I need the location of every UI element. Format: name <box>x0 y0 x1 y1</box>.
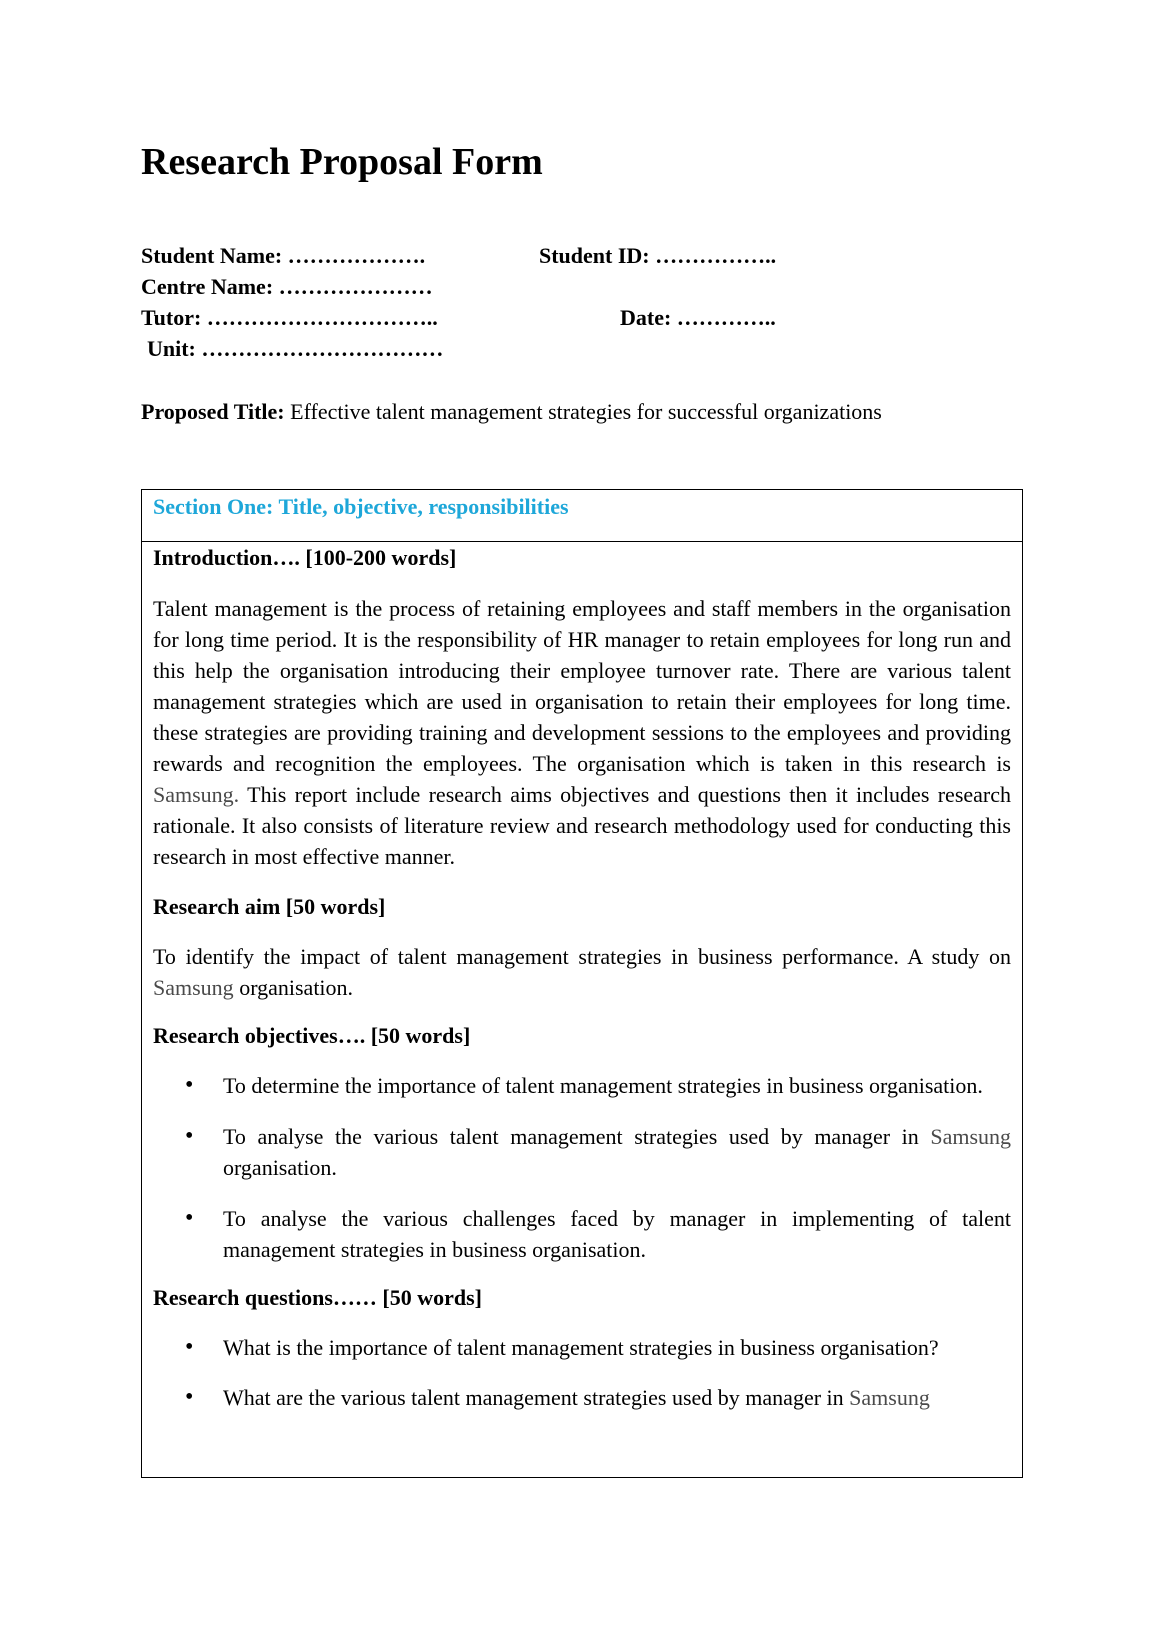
page-title: Research Proposal Form <box>141 141 543 183</box>
objective-text: To analyse the various talent management strategies used by manager in <box>223 1124 919 1149</box>
centre-name-field: Centre Name: ………………… <box>141 274 433 299</box>
proposed-title-label: Proposed Title: <box>141 399 285 424</box>
proposed-title <box>141 399 882 425</box>
list-item <box>153 1070 1011 1101</box>
introduction-text: Talent management is the process of retaining employees and staff members in the organisation for long time period. It is the responsibility of HR manager to retain employees for long run and this help the organisation introducing their employee turnover rate. There are various talent management strategies which are used in organisation to retain their employees for long time. these strategies are providing training and development sessions to the employees and providing rewards and recognition the employees. The organisation which is taken in this research is <box>153 596 1011 776</box>
introduction-heading: Introduction…. [100-200 words] <box>153 545 457 570</box>
question-text: What are the various talent management strategies used by manager in <box>223 1385 844 1410</box>
date-field: Date: ………….. <box>620 305 776 330</box>
proposed-title-value: Effective talent management strategies for successful organizations <box>290 399 882 424</box>
questions-list <box>153 1332 1011 1413</box>
tutor-field: Tutor: ………………………….. <box>141 305 438 330</box>
objective-text: To determine the importance of talent management strategies in business organisation. <box>223 1073 983 1098</box>
introduction-paragraph <box>153 593 1011 872</box>
objective-text: To analyse the various challenges faced by manager in implementing of talent management strategies in business organisation. <box>223 1206 1011 1262</box>
student-name-field: Student Name: ………………. <box>141 243 426 268</box>
objective-text-end: organisation. <box>223 1155 337 1180</box>
research-aim-paragraph <box>153 941 1011 1003</box>
section-body <box>142 542 1022 1413</box>
research-aim-text-end: organisation. <box>239 975 354 1000</box>
list-item <box>153 1382 1011 1413</box>
company-name: Samsung <box>849 1385 930 1410</box>
unit-field: Unit: …………………………… <box>147 336 444 361</box>
company-name: Samsung <box>153 975 234 1000</box>
list-item <box>153 1332 1011 1363</box>
question-text: What is the importance of talent management strategies in business organisation? <box>223 1335 939 1360</box>
company-name: Samsung. <box>153 782 240 807</box>
research-objectives-heading: Research objectives…. [50 words] <box>153 1023 471 1048</box>
objectives-list <box>153 1070 1011 1265</box>
section-one-table <box>141 489 1023 1478</box>
research-aim-text: To identify the impact of talent management strategies in business performance. A study on <box>153 944 1011 969</box>
introduction-text-continued: This report include research aims objectives and questions then it includes research rationale. It also consists of literature review and research methodology used for conducting this research in most effective manner. <box>153 782 1012 869</box>
list-item <box>153 1203 1011 1265</box>
company-name: Samsung <box>930 1124 1012 1149</box>
list-item <box>153 1121 1011 1183</box>
research-aim-heading: Research aim [50 words] <box>153 894 386 919</box>
section-header: Section One: Title, objective, responsibilities <box>142 490 1022 542</box>
research-questions-heading: Research questions…… [50 words] <box>153 1285 482 1310</box>
student-id-field: Student ID: …………….. <box>539 243 777 268</box>
